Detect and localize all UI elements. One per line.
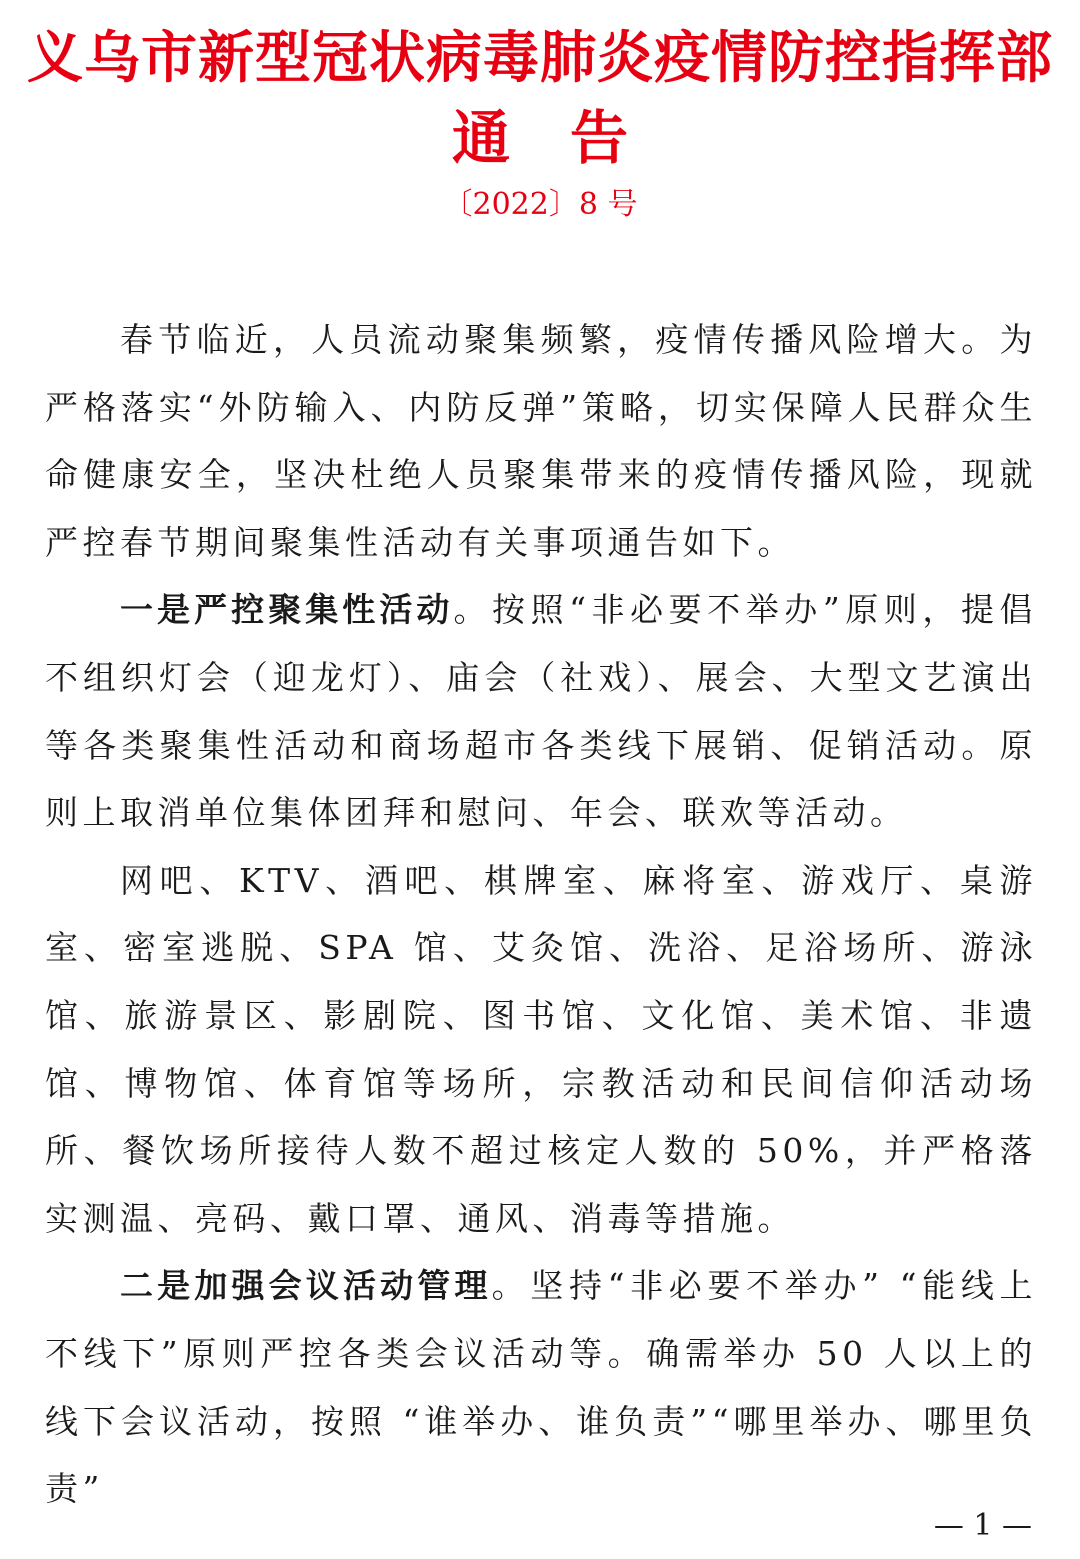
paragraph-gatherings-lead: 一是严控聚集性活动	[120, 590, 454, 630]
document-subtitle: 通告	[451, 104, 688, 172]
paragraph-meetings-text: 。坚持“非必要不举办” “能线上不线下”原则严控各类会议活动等。确需举办 50 人以上的线下会议活动，按照 “谁举办、谁负责”“哪里举办、哪里负责”	[45, 1266, 1037, 1509]
page-number: — 1 —	[933, 1508, 1032, 1543]
paragraph-gatherings-text: 。按照“非必要不举办”原则，提倡不组织灯会（迎龙灯）、庙会（社戏）、展会、大型文艺演出等各类聚集性活动和商场超市各类线下展销、促销活动。原则上取消单位集体团拜和慰问、年会、联欢等活动。	[45, 590, 1037, 833]
paragraph-meetings-lead: 二是加强会议活动管理	[120, 1266, 492, 1306]
document-number: 〔2022〕8 号	[442, 187, 638, 222]
paragraph-intro: 春节临近，人员流动聚集频繁，疫情传播风险增大。为严格落实“外防输入、内防反弹”策略，切实保障人民群众生命健康安全，坚决杜绝人员聚集带来的疫情传播风险，现就严控春节期间聚集性活动有关事项通告如下。	[45, 320, 1037, 562]
document-body	[45, 306, 1037, 1523]
paragraph-meetings	[45, 1252, 1037, 1522]
document-title: 义乌市新型冠状病毒肺炎疫情防控指挥部	[27, 25, 1053, 91]
paragraph-venues: 网吧、KTV、酒吧、棋牌室、麻将室、游戏厅、桌游室、密室逃脱、SPA 馆、艾灸馆、洗浴、足浴场所、游泳馆、旅游景区、影剧院、图书馆、文化馆、美术馆、非遗馆、博物馆、体育馆等场所，宗教活动和民间信仰活动场所、餐饮场所接待人数不超过核定人数的 50%，并严格落实测温、亮码、戴口罩、通风、消毒等措施。	[45, 860, 1037, 1238]
paragraph-gatherings	[45, 576, 1037, 846]
